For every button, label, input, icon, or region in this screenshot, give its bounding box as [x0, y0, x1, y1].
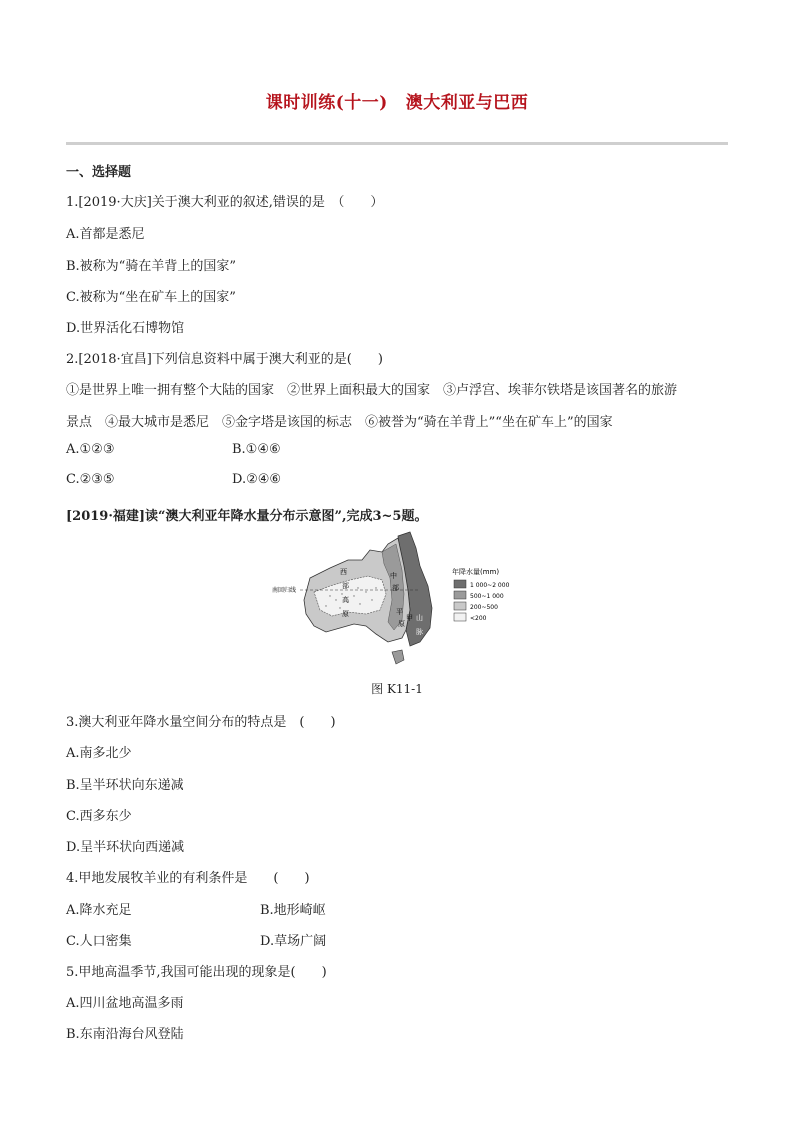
q2-option-b: B.①④⑥: [232, 442, 281, 457]
label-central-3: 平: [396, 608, 403, 616]
title-part1: 课时训练(十一): [265, 93, 388, 113]
map-svg: [270, 530, 526, 670]
label-west-3: 高: [342, 596, 349, 604]
q2-options-row2: [66, 472, 728, 487]
q1-option-c: C.被称为“坐在矿车上的国家”: [66, 290, 236, 305]
legend-swatch-2: [454, 591, 466, 599]
legend: [454, 580, 510, 622]
q4-option-b: B.地形崎岖: [260, 903, 326, 918]
tropic-label: 南回归线: [272, 587, 297, 594]
australia-rainfall-map: [270, 530, 526, 670]
q2-option-c: C.②③⑤: [66, 472, 115, 487]
label-central-2: 部: [392, 584, 399, 592]
map-intro: [2019·福建]读“澳大利亚年降水量分布示意图”,完成3~5题。: [66, 509, 428, 524]
q4-option-a: A.降水充足: [66, 903, 132, 918]
label-west-4: 原: [342, 610, 349, 618]
legend-title: 年降水量(mm): [452, 568, 500, 576]
title-part2: 澳大利亚与巴西: [405, 93, 529, 113]
legend-label-3: 200~500: [470, 604, 498, 611]
legend-label-1: 1 000~2 000: [470, 582, 510, 589]
q4-stem: 4.甲地发展牧羊业的有利条件是 ( ): [66, 871, 310, 886]
label-east-2: 脉: [416, 628, 423, 636]
figure-caption: 图 K11-1: [371, 682, 423, 696]
legend-swatch-3: [454, 602, 466, 610]
q1-option-a: A.首都是悉尼: [66, 227, 145, 242]
section-heading: 一、选择题: [66, 165, 132, 180]
label-east-1: 山: [416, 614, 423, 622]
q3-option-a: A.南多北少: [66, 746, 132, 761]
q4-options-row1: [66, 899, 728, 918]
q2-options-row1: [66, 442, 728, 457]
q5-stem: 5.甲地高温季节,我国可能出现的现象是( ): [66, 965, 327, 980]
q2-option-a: A.①②③: [66, 442, 115, 457]
q2-statements-line1: ①是世界上唯一拥有整个大陆的国家 ②世界上面积最大的国家 ③卢浮宫、埃菲尔铁塔是该国著名的旅游: [66, 383, 678, 398]
tasmania: [392, 650, 404, 664]
q4-option-d: D.草场广阔: [260, 934, 327, 949]
label-central-1: 中: [390, 572, 397, 580]
legend-label-2: 500~1 000: [470, 593, 504, 600]
legend-swatch-4: [454, 613, 466, 621]
q3-option-d: D.呈半环状向西递减: [66, 840, 185, 855]
q3-option-c: C.西多东少: [66, 809, 132, 824]
q5-option-a: A.四川盆地高温多雨: [66, 996, 184, 1011]
legend-label-4: <200: [470, 615, 487, 622]
q4-option-c: C.人口密集: [66, 934, 132, 949]
q3-stem: 3.澳大利亚年降水量空间分布的特点是 ( ): [66, 715, 336, 730]
q1-option-b: B.被称为“骑在羊背上的国家”: [66, 259, 236, 274]
q1-option-d: D.世界活化石博物馆: [66, 321, 185, 336]
label-central-4: 原: [398, 620, 405, 628]
q3-option-b: B.呈半环状向东递减: [66, 778, 184, 793]
q1-stem: 1.[2019·大庆]关于澳大利亚的叙述,错误的是 （ ）: [66, 195, 384, 210]
title-divider: [66, 142, 728, 145]
q2-option-d: D.②④⑥: [232, 472, 282, 487]
legend-swatch-1: [454, 580, 466, 588]
label-west-2: 部: [342, 582, 349, 590]
label-jia: 甲: [406, 614, 413, 622]
page-title: [0, 88, 794, 113]
q5-option-b: B.东南沿海台风登陆: [66, 1027, 184, 1042]
q2-stem: 2.[2018·宜昌]下列信息资料中属于澳大利亚的是( ): [66, 352, 383, 367]
q4-options-row2: [66, 930, 728, 949]
label-west-1: 西: [340, 568, 347, 576]
q2-statements-line2: 景点 ④最大城市是悉尼 ⑤金字塔是该国的标志 ⑥被誉为“骑在羊背上”“坐在矿车上”的国家: [66, 415, 613, 430]
